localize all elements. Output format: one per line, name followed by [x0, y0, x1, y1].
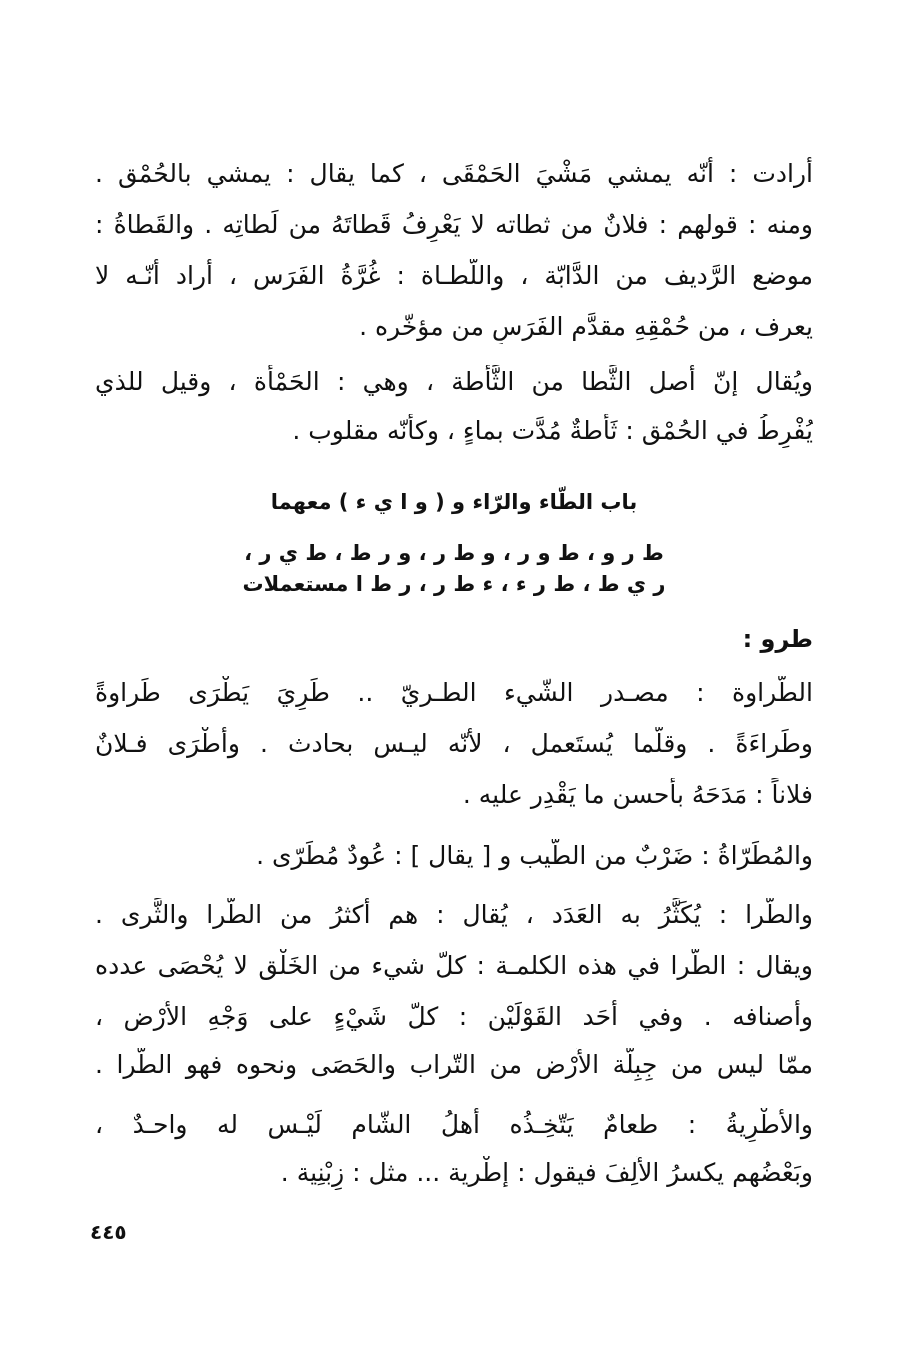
text-line: ويُقال إنّ أصل الثَّطا من الثَّأْطة ، وهي : الحَمْأة ، وقيل للذي — [95, 367, 813, 396]
text-line: الطَّراوة : مصـدر الشّيء الطـريّ .. طَرِيَ يَطْرَى طَراوةً — [95, 678, 813, 707]
text-line: ومنه : قولهم : فلانٌ من ثطاته لا يَعْرِفُ قَطاتَهُ من لَطاتِه . والقَطاةُ : — [95, 210, 813, 239]
text-line: فلاناً : مَدَحَهُ بأحسن ما يَقْدِر عليه . — [462, 780, 813, 809]
text-line: ممّا ليس من جِبِلّة الأَرْض من التّراب والحَصَى ونحوه فهو الطَّرا . — [95, 1050, 813, 1079]
text-line: يعرف ، من حُمْقِهِ مقدَّم الفَرَسِ من مؤخّره . — [359, 312, 813, 341]
root-list-line: ط ر و ، ط و ر ، و ط ر ، و ر ط ، ط ي ر ، — [244, 541, 664, 565]
text-line: أرادت : أنّه يمشي مَشْيَ الحَمْقَى ، كما يقال : يمشي بالحُمْق . — [95, 159, 813, 188]
text-line: والمُطَرّاةُ : ضَرْبٌ من الطّيب و [ يقال ] : عُودٌ مُطَرّى . — [256, 841, 813, 870]
text-line: موضع الرَّديف من الدَّابّة ، واللَّطـاة : غُرَّةُ الفَرَس ، أراد أنّـه لا — [95, 261, 813, 290]
page-number: ٤٤٥ — [90, 1220, 127, 1244]
text-line: وطَراءَةً . وقلّما يُستَعمل ، لأنّه ليـس بحادث . وأَطْرَى فـلانٌ — [95, 729, 813, 758]
text-line: وبَعْضُهم يكسرُ الأَلِفَ فيقول : إطْرية ... مثل : زِبْنِية . — [280, 1158, 813, 1187]
text-line: والطَّرا : يُكَثَّرُ به العَدَد ، يُقال : هم أكثرُ من الطَّرا والثَّرى . — [95, 900, 813, 929]
root-list-line: ر ي ط ، ط ر ء ، ء ط ر ، ر ط ا مستعملات — [242, 572, 666, 596]
text-line: والأُطْرِيةُ : طعامٌ يَتّخِـذُه أهلُ الشّام لَيْـس له واحـدٌ ، — [95, 1110, 813, 1139]
text-line: وأصنافه . وفي أَحَد القَوْلَيْن : كلّ شَيْءٍ على وَجْهِ الأَرْض ، — [95, 1002, 813, 1031]
section-heading: طرو : — [742, 625, 813, 653]
text-line: ويقال : الطَّرا في هذه الكلمـة : كلّ شيء من الخَلْق لا يُحْصَى عدده — [95, 951, 813, 980]
text-line: يُفْرِطُ في الحُمْق : ثَأْطةٌ مُدَّت بماءٍ ، وكأنّه مقلوب . — [292, 416, 813, 445]
chapter-title: باب الطّاء والرّاء و ( و ا ي ء ) معهما — [270, 490, 638, 514]
